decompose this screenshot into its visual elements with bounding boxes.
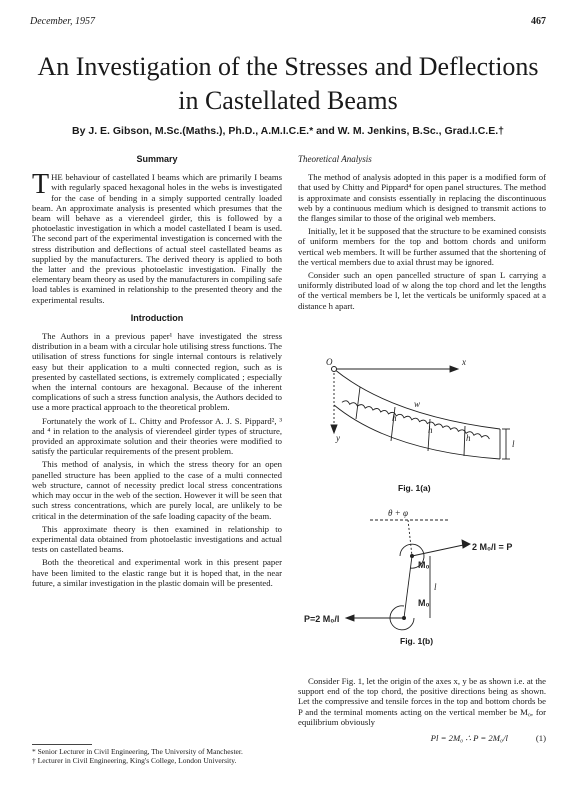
force-p-arrow: [462, 540, 470, 548]
label-y: y: [336, 433, 340, 443]
drop-cap: T: [32, 169, 50, 201]
origin-point: [332, 367, 337, 372]
theory-paragraph: Initially, let it be supposed that the structure to be examined consists of uniform members for the top and bottom chords and uniform vertical web members. It will be further assumed that the shortening of the vertical members due to axial thrust may be ignored.: [298, 226, 546, 267]
right-column: [298, 150, 546, 314]
running-header: [30, 16, 546, 30]
label-w: w: [414, 399, 421, 409]
intro-paragraph: This method of analysis, in which the stress theory for an open panelled structure has been applied to the case of a multi connected web structure, cannot of necessity predict local stress concentrations which may occur in the web of the section. However it will be seen that such stress concentrations, which are purely local, are unlikely to be critical in the determination of the safe loading capacity of the beam.: [32, 459, 282, 521]
vertical-member: [356, 387, 360, 419]
vertical-member: [428, 419, 430, 451]
footnote-1: * Senior Lecturer in Civil Engineering, The University of Manchester.: [32, 747, 243, 756]
intro-paragraph: This approximate theory is then examined in relationship to experimental data obtained from photoelastic investigations and actual tests on castellated beams.: [32, 523, 282, 555]
intro-paragraph: Fortunately the work of L. Chitty and Professor A. J. S. Pippard², ³ and ⁴ in relation to the analysis of vierendeel girder types of structure, provided an approximate solution and their theories were modified to satisfy the particular requirements of the present problem.: [32, 415, 282, 457]
vertical-member: [404, 556, 412, 618]
force-p-bottom-arrow: [346, 615, 354, 621]
x-axis-arrow: [450, 366, 458, 372]
summary-paragraph: [32, 169, 282, 305]
figure-1b-caption: Fig. 1(b): [400, 636, 434, 646]
title-line-2: in Castellated Beams: [178, 86, 398, 115]
y-axis-arrow: [331, 425, 337, 433]
equation-1: [298, 733, 546, 743]
label-h: h: [428, 425, 433, 435]
joint-bottom: [402, 616, 406, 620]
article-title: [20, 50, 556, 118]
bottom-paragraph: Consider Fig. 1, let the origin of the axes x, y be as shown i.e. at the support end of the top chord, the positive directions being as shown. Let the compressive and tensile forces in the top and bottom chords be P and the terminal moments acting on the vertical member be M₀, for equilibrium obviously: [298, 676, 546, 727]
theoretical-heading: Theoretical Analysis: [298, 154, 372, 164]
header-date: December, 1957: [30, 16, 95, 27]
footnote-2: † Lecturer in Civil Engineering, King's College, London University.: [32, 756, 237, 765]
figure-1b: [300, 500, 546, 650]
author-byline: By J. E. Gibson, M.Sc.(Maths.), Ph.D., A.M.I.C.E.* and W. M. Jenkins, B.Sc., Grad.I.C.E.†: [72, 125, 504, 137]
summary-text: HE behaviour of castellated I beams which are primarily I beams with regularly spaced hexagonal holes in the webs is investigated for the case of bending in a simply supported centrally loaded beam. An approximate analysis is presented which presumes that the beam will behave as a vierendeel girder, this is followed by a photoelastic investigation in which a model castellated I beam is used. The second part of the experimental investigation is concerned with the stress distribution and deflections of actual steel castellated beams as supplied by the manufacturers. The derived theory is applied to both the latter and the previous photoelastic investigation. Finally the elementary beam theory as used by the manufacturers in compiling safe load tables is examined in relationship to the presented theory and the experimental results.: [32, 172, 282, 305]
force-p-line: [412, 544, 468, 556]
summary-heading: Summary: [136, 154, 178, 164]
label-top-equation: 2 M₀/l = P: [472, 542, 513, 552]
left-column: [32, 150, 282, 591]
label-origin: O: [326, 357, 333, 367]
label-m0-bottom: M₀: [418, 598, 430, 608]
equation-body: Pl = 2M₀ ∴ P = 2M₀/l: [430, 733, 508, 744]
title-line-1: An Investigation of the Stresses and Deflections: [37, 52, 539, 81]
equation-number: (1): [535, 733, 546, 744]
label-m0-top: M₀: [418, 560, 430, 570]
bottom-chord: [334, 405, 500, 459]
footnotes: [32, 744, 282, 765]
bottom-text: [298, 676, 546, 743]
figure-1a-caption: Fig. 1(a): [398, 483, 431, 493]
label-bottom-equation: P=2 M₀/l: [304, 614, 340, 624]
theory-paragraph: The method of analysis adopted in this paper is a modified form of that used by Chitty and Pippard⁴ for open panel structures. The method is approximate and consists essentially in replacing the discontinuous web by a continuous medium which is designed to transmit actions to the flanges similar to those of the original web members.: [298, 172, 546, 224]
label-h: h: [466, 433, 471, 443]
figure-1a-diagram: [300, 355, 546, 495]
label-l: l: [512, 439, 515, 449]
figure-1b-diagram: [300, 500, 546, 650]
label-h: h: [392, 413, 397, 423]
introduction-heading: Introduction: [130, 312, 184, 323]
reference-line: [408, 520, 412, 556]
joint-top: [410, 554, 414, 558]
label-l: l: [434, 582, 437, 592]
label-theta-phi: θ + φ: [388, 508, 408, 518]
theory-paragraph: Consider such an open pancelled structure of span L carrying a uniformly distributed load of w along the top chord and let the lengths of the vertical members be l, let the verticals be uniformly spaced at a distance h apart.: [298, 270, 546, 311]
intro-paragraph: Both the theoretical and experimental work in this present paper have been limited to the elastic range but it is hoped that, in the near future, a similar investigation in the plastic domain will be presented.: [32, 557, 282, 588]
page-number: 467: [531, 16, 546, 27]
label-x: x: [462, 357, 466, 367]
intro-paragraph: The Authors in a previous paper¹ have investigated the stress distribution in a beam with a circular hole utilising stress functions. The utilisation of stress functions for single internal contours is relatively easy but their application to a multi connected region, such as is presented by castellated sections, is extremely complicated ; especially when the internal contours are hexagonal. Because of the inherent complications of such a stress function analysis, the Authors decided to use a more practical approach to the theoretical problem.: [32, 331, 282, 413]
footnote-rule: [32, 744, 92, 745]
figure-1a: [300, 355, 546, 495]
